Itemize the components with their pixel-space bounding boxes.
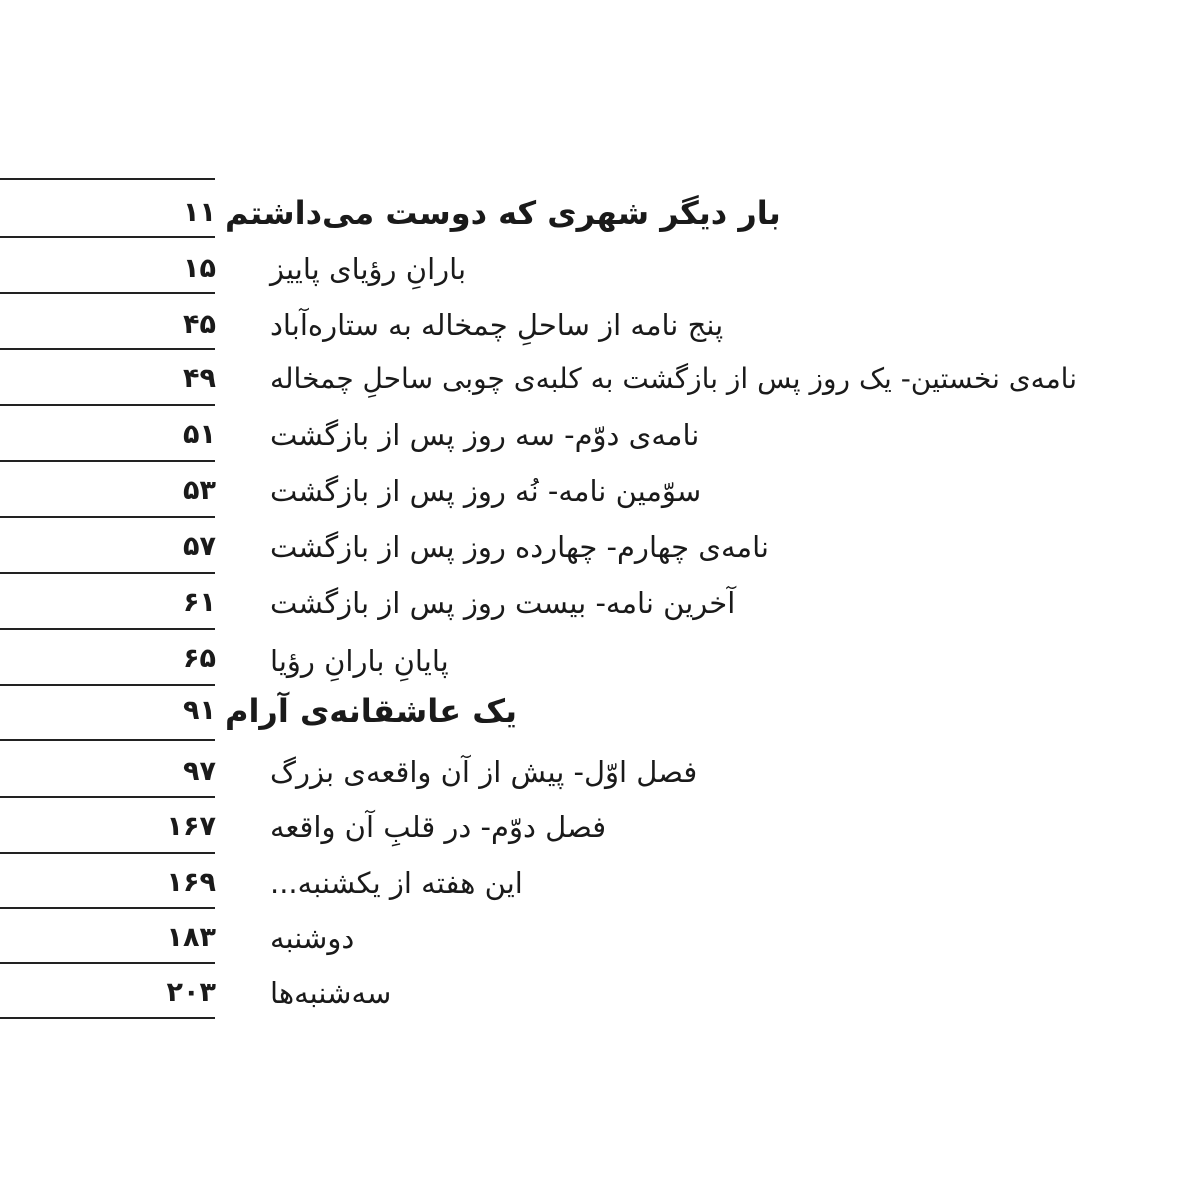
divider-line — [0, 460, 215, 462]
page-number: ۱۶۷ — [166, 811, 216, 842]
toc-entry — [0, 965, 1198, 1019]
page-number: ۶۱ — [183, 587, 216, 618]
divider-line — [0, 178, 215, 180]
toc-entry — [0, 575, 1198, 629]
entry-title: فصل اوّل- پیش از آن واقعه‌ی بزرگ — [270, 755, 698, 789]
divider-line — [0, 572, 215, 574]
toc-entry — [0, 295, 1198, 349]
divider-line — [0, 962, 215, 964]
page-number: ۲۰۳ — [166, 977, 216, 1008]
entry-title: پنج نامه از ساحلِ چمخاله به ستاره‌آباد — [270, 308, 724, 342]
entry-title: فصل دوّم- در قلبِ آن واقعه — [270, 810, 607, 844]
page-number: ۵۳ — [183, 475, 216, 506]
divider-line — [0, 739, 215, 741]
entry-title: نامه‌ی چهارم- چهارده روز پس از بازگشت — [270, 530, 769, 564]
divider-line — [0, 236, 215, 238]
divider-line — [0, 852, 215, 854]
divider-line — [0, 628, 215, 630]
toc-entry — [0, 687, 1198, 741]
page-number: ۹۷ — [183, 756, 216, 787]
page-number: ۱۶۹ — [166, 867, 216, 898]
toc-entry — [0, 742, 1198, 796]
toc-entry — [0, 910, 1198, 964]
page-number: ۱۸۳ — [166, 922, 216, 953]
divider-line — [0, 516, 215, 518]
divider-line — [0, 907, 215, 909]
entry-title: این هفته از یکشنبه... — [270, 866, 523, 900]
divider-line — [0, 684, 215, 686]
entry-title: بار دیگر شهری که دوست می‌داشتم — [225, 194, 781, 232]
entry-title: دوشنبه — [270, 921, 355, 955]
page-number: ۴۵ — [183, 309, 216, 340]
divider-line — [0, 404, 215, 406]
toc-entry — [0, 181, 1198, 235]
toc-entry — [0, 463, 1198, 517]
toc-entry — [0, 799, 1198, 853]
entry-title: نامه‌ی نخستین- یک روز پس از بازگشت به کلبه‌ی چوبی ساحلِ چمخاله — [270, 362, 1078, 395]
entry-title: یک عاشقانه‌ی آرام — [225, 692, 518, 730]
toc-entry — [0, 631, 1198, 685]
divider-line — [0, 796, 215, 798]
toc-entry — [0, 351, 1198, 405]
entry-title: نامه‌ی دوّم- سه روز پس از بازگشت — [270, 418, 700, 452]
page-number: ۶۵ — [183, 643, 216, 674]
page-number: ۱۱ — [183, 197, 216, 228]
toc-entry — [0, 407, 1198, 461]
entry-title: پایانِ بارانِ رؤیا — [270, 644, 449, 678]
page-number: ۹۱ — [183, 695, 216, 726]
entry-title: سه‌شنبه‌ها — [270, 976, 392, 1010]
entry-title: بارانِ رؤیای پاییز — [270, 252, 467, 286]
toc-entry — [0, 519, 1198, 573]
divider-line — [0, 292, 215, 294]
divider-line — [0, 348, 215, 350]
toc-entry — [0, 855, 1198, 909]
entry-title: آخرین نامه- بیست روز پس از بازگشت — [270, 586, 736, 620]
page-number: ۴۹ — [183, 363, 216, 394]
toc-entry — [0, 239, 1198, 293]
page-number: ۵۷ — [183, 531, 216, 562]
page-number: ۵۱ — [183, 419, 216, 450]
page-number: ۱۵ — [183, 253, 216, 284]
entry-title: سوّمین نامه- نُه روز پس از بازگشت — [270, 474, 702, 508]
divider-line — [0, 1017, 215, 1019]
